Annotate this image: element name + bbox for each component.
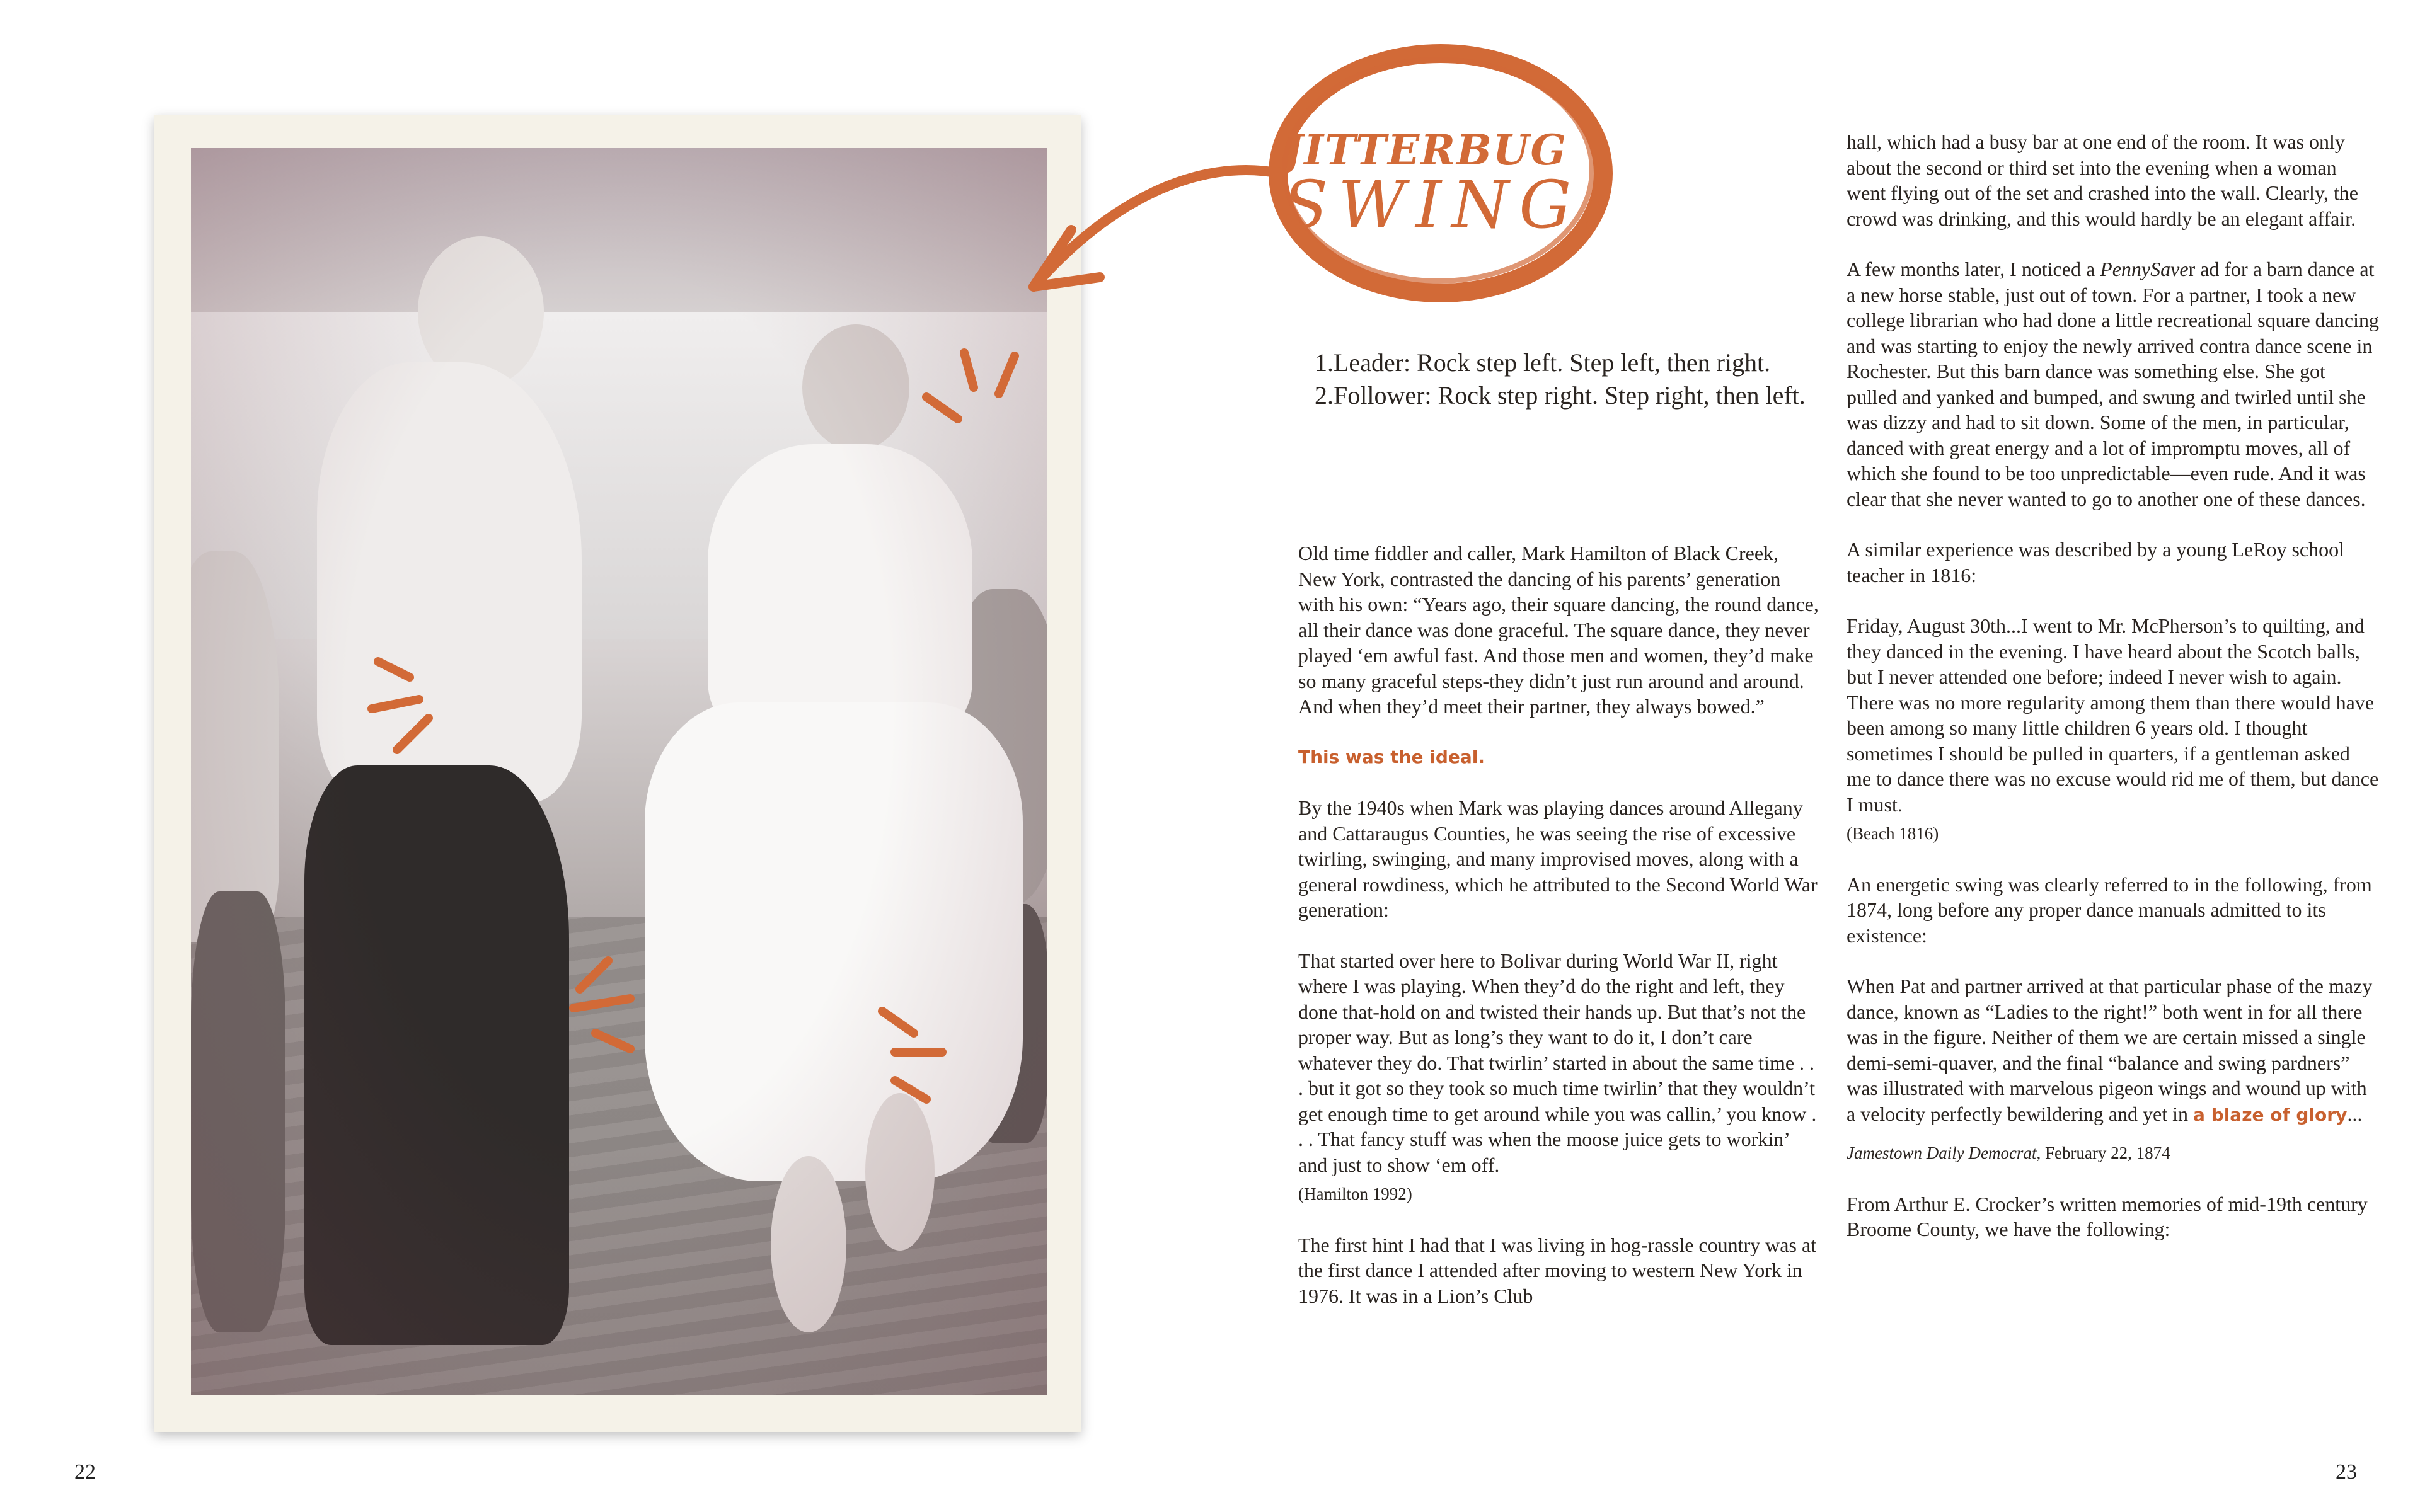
step-item: 2.Follower: Rock step right. Step right, then left.	[1315, 381, 1806, 410]
dance-photo	[191, 148, 1047, 1395]
block-quote	[1847, 973, 2379, 1128]
highlight-text: This was the ideal.	[1298, 746, 1485, 767]
steps-list	[1315, 346, 1819, 412]
heading-line-1: JITTERBUG	[1283, 125, 1567, 175]
text-run: , February 22, 1874	[2036, 1143, 2170, 1162]
page-number-left: 22	[74, 1460, 96, 1484]
paragraph: A similar experience was described by a young LeRoy school teacher in 1816:	[1847, 538, 2344, 587]
section-heading	[1283, 125, 1636, 243]
heading-line-2: SWING:	[1283, 166, 1614, 243]
paragraph: An energetic swing was clearly referred to in the following, from 1874, long before any proper dance manuals admitted to its existence:	[1847, 873, 2372, 947]
publication-title: PennySave	[2100, 258, 2189, 280]
block-quote: That started over here to Bolivar during World War II, right where I was playing. When they’d do the right and left, they done that-hold on and twisted their hands up. But that’s not the proper way. But as long’s they want to do it, I don’t care whatever they do. That twirlin’ started in about the same time . . . but it got so they took so much time twirlin’ that they wouldn’t get enough time to get around while you was callin,’ you know . . . That fancy stuff was when the moose juice gets to workin’ and just to show ‘em off.	[1298, 949, 1817, 1176]
paragraph: Old time fiddler and caller, Mark Hamilton of Black Creek, New York, contrasted the dancing of his parents’ generation with his own: “Years ago, their square dancing, the round dance, all their dance was done graceful. The square dance, they never played ‘em awful fast. And those men and women, they’d make so many graceful steps-they didn’t just run around and around. And when they’d meet their partner, they always bowed.”	[1298, 542, 1819, 718]
highlight-text: a blaze of glory	[2193, 1104, 2348, 1125]
photo-frame	[154, 115, 1081, 1432]
citation	[1847, 1140, 2379, 1166]
page-number-right: 23	[2336, 1460, 2357, 1484]
text-run: When Pat and partner arrived at that particular phase of the mazy dance, known as “Ladies to the right!” both went in for all there was in the figure. Neither of them we are certain missed a single demi-semi-quaver, and the final “balance and swing pardners” was illustrated with marvelous pigeon wings and wound up with a velocity perfectly bewildering and yet in	[1847, 975, 2373, 1125]
publication-title: Jamestown Daily Democrat	[1847, 1143, 2037, 1162]
citation: (Hamilton 1992)	[1298, 1184, 1412, 1203]
block-quote: Friday, August 30th...I went to Mr. McPherson’s to quilting, and they danced in the evening. I have heard about the Scotch balls, but I never attended one before; indeed I never wish to again. There was no more regularity among them than there would have been among so many little children 6 years old. I thought sometimes I should be pulled in quarters, if a gentleman asked me to dance there was no excuse would rid me of them, but dance I must.	[1847, 614, 2379, 816]
text-column-1	[1298, 541, 1821, 1334]
text-run: ...	[2347, 1102, 2363, 1125]
text-column-2	[1847, 129, 2379, 1268]
paragraph	[1847, 256, 2379, 512]
text-run: A few months later, I noticed a	[1847, 258, 2100, 280]
step-item: 1.Leader: Rock step left. Step left, then right.	[1315, 348, 1771, 377]
paragraph: By the 1940s when Mark was playing dances around Allegany and Cattaraugus Counties, he was seeing the rise of excessive twirling, swinging, and many improvised moves, along with a general rowdiness, which he attributed to the Second World War generation:	[1298, 796, 1818, 921]
paragraph: The first hint I had that I was living in hog-rassle country was at the first dance I attended after moving to western New York in 1976. It was in a Lion’s Club	[1298, 1233, 1817, 1307]
text-run: r ad for a barn dance at a new horse stable, just out of town. For a partner, I took a new college librarian who had done a little recreational square dancing and was starting to enjoy the newly arrived contra dance scene in Rochester. But this barn dance was something else. She got pulled and yanked and bumped, and swung and twirled until she was dizzy and had to sit down. Some of the men, in particular, danced with great energy and a lot of impromptu moves, all of which she found to be too unpredictable—even rude. And it was clear that she never wanted to go to another one of these dances.	[1847, 258, 2379, 510]
citation: (Beach 1816)	[1847, 824, 1939, 843]
paragraph: From Arthur E. Crocker’s written memories of mid-19th century Broome County, we have the following:	[1847, 1192, 2368, 1240]
paragraph: hall, which had a busy bar at one end of the room. It was only about the second or third set into the evening when a woman went flying out of the set and crashed into the wall. Clearly, the crowd was drinking, and this would hardly be an elegant affair.	[1847, 130, 2358, 230]
